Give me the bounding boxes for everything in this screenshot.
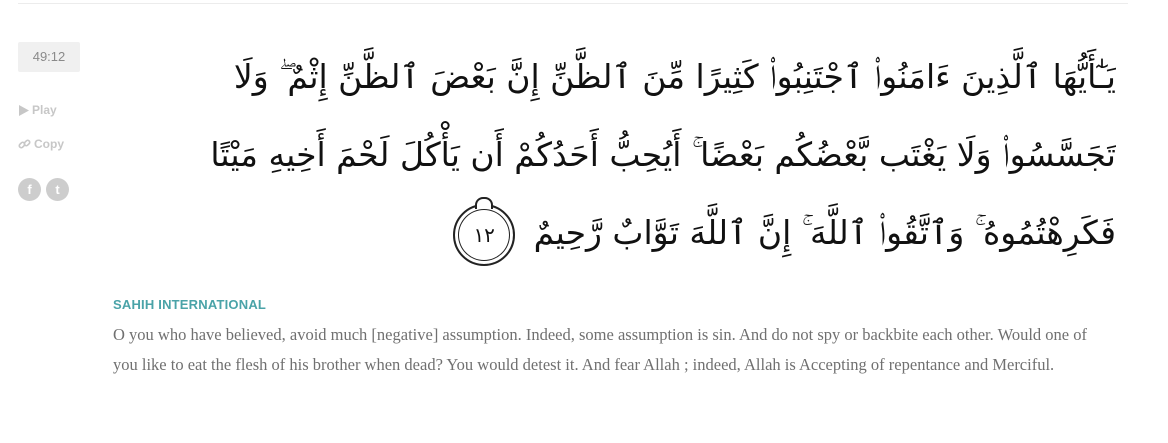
facebook-share-button[interactable] xyxy=(18,178,41,201)
play-icon xyxy=(18,105,29,116)
copy-label: Copy xyxy=(34,137,64,151)
play-button[interactable] xyxy=(18,103,57,117)
arabic-verse: يَـٰٓأَيُّهَا ٱلَّذِينَ ءَامَنُوا۟ ٱجْتَنِبُوا۟ كَثِيرًا مِّنَ ٱلظَّنِّ إِنَّ بَعْضَ ٱلظَّنِّ إِثْمٌ ۖ وَلَا تَجَسَّسُوا۟ وَلَا يَغْتَب بَّعْضُكُم بَعْضًا ۚ أَيُحِبُّ أَحَدُكُمْ أَن يَأْكُلَ لَحْمَ أَخِيهِ مَيْتًا فَكَرِهْتُمُوهُ ۚ وَٱتَّقُوا۟ ٱللَّهَ ۚ إِنَّ ٱللَّهَ تَوَّابٌ رَّحِيمٌ xyxy=(210,57,1116,252)
twitter-icon: t xyxy=(55,182,60,197)
translation-text: O you who have believed, avoid much [negative] assumption. Indeed, some assumption is sin. And do not spy or backbite each other. Would one of you like to eat the flesh of his brother when dead? You would detest it. And fear Allah ; indeed, Allah is Accepting of repentance and Merciful. xyxy=(113,325,1087,374)
verse-reference-badge[interactable]: 49:12 xyxy=(18,42,80,72)
play-label: Play xyxy=(32,103,57,117)
copy-button[interactable] xyxy=(18,137,64,151)
top-divider xyxy=(18,3,1128,4)
link-icon xyxy=(18,138,31,151)
social-share xyxy=(18,178,69,201)
facebook-icon: f xyxy=(27,182,32,197)
translation-name: SAHIH INTERNATIONAL xyxy=(113,297,267,312)
arabic-verse-text xyxy=(110,38,1116,278)
twitter-share-button[interactable] xyxy=(46,178,69,201)
ayah-number-marker: ١٢ xyxy=(453,204,515,266)
